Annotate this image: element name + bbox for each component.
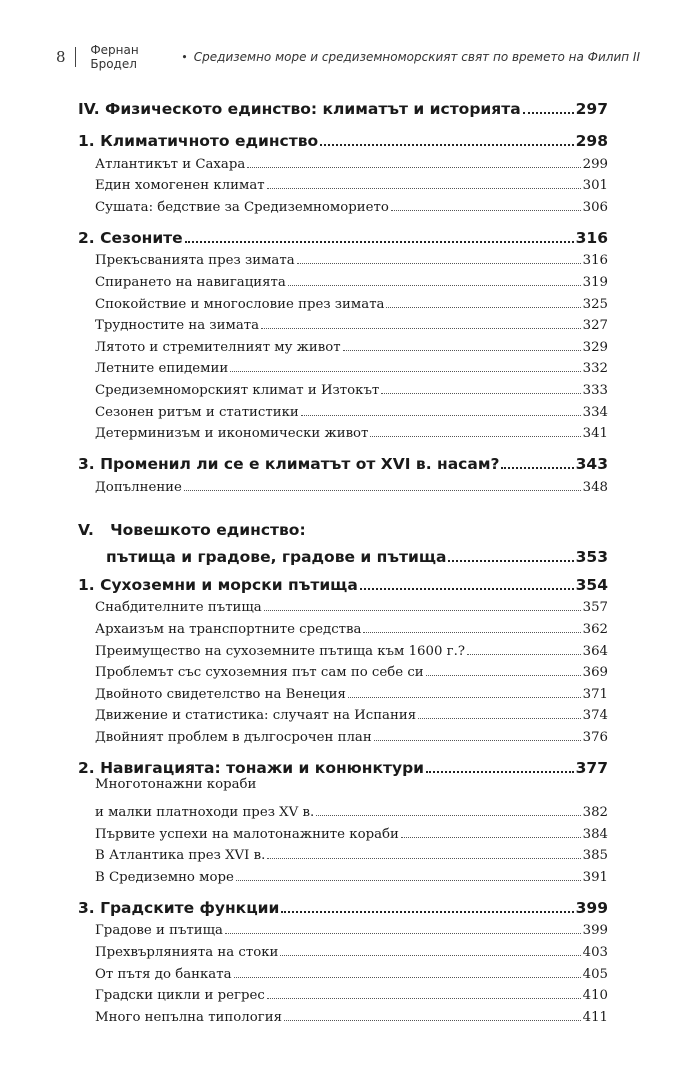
dot-leader	[234, 977, 581, 978]
toc-item[interactable]	[78, 723, 608, 745]
page-ref: 399	[582, 923, 608, 939]
page-number: 8	[56, 48, 66, 66]
toc-item[interactable]	[78, 637, 608, 659]
page-ref: 333	[582, 382, 608, 398]
dot-leader	[225, 933, 581, 934]
dot-leader	[185, 241, 574, 243]
dot-leader	[370, 436, 580, 437]
item-title: Атлантикът и Сахара	[95, 156, 246, 172]
item-title: Архаизъм на транспортните средства	[95, 621, 362, 637]
toc-part-iv[interactable]	[78, 95, 608, 118]
toc-item[interactable]	[78, 1003, 608, 1025]
dot-leader	[230, 371, 580, 372]
toc-item[interactable]	[78, 376, 608, 398]
dot-leader	[467, 654, 581, 655]
dot-leader	[267, 998, 581, 999]
toc-item[interactable]	[78, 594, 608, 616]
toc-part-v-line1	[78, 521, 608, 543]
dot-leader	[297, 263, 581, 264]
dot-leader	[316, 815, 580, 816]
toc-section[interactable]	[78, 449, 608, 473]
dot-leader	[280, 955, 580, 956]
toc-section[interactable]	[78, 223, 608, 247]
dot-leader	[281, 911, 573, 913]
dot-leader	[523, 112, 574, 114]
page-ref: 329	[582, 339, 608, 355]
dot-leader	[426, 771, 574, 773]
page-ref: 332	[582, 361, 608, 377]
toc-item[interactable]	[78, 268, 608, 290]
dot-leader	[374, 740, 581, 741]
toc-section[interactable]	[78, 753, 608, 777]
page-ref: 301	[582, 178, 608, 194]
section-title: 2. Навигацията: тонажи и конюнктури	[78, 758, 425, 777]
page-ref: 316	[575, 228, 608, 247]
part-title: IV. Физическото единство: климатът и историята	[78, 100, 521, 118]
toc-item[interactable]	[78, 659, 608, 681]
toc-item[interactable]	[78, 398, 608, 420]
item-title: Летните епидемии	[95, 361, 229, 377]
dot-leader	[360, 588, 574, 590]
page-ref: 319	[582, 274, 608, 290]
item-title: Прекъсванията през зимата	[95, 253, 295, 269]
item-title: Движение и статистика: случаят на Испания	[95, 708, 417, 724]
dot-leader	[284, 1020, 581, 1021]
toc-item[interactable]	[78, 150, 608, 172]
dot-leader	[448, 560, 573, 562]
item-title: Градове и пътища	[95, 923, 223, 939]
running-header	[56, 43, 640, 71]
toc-section[interactable]	[78, 126, 608, 150]
dot-leader	[418, 718, 581, 719]
item-title: Трудностите на зимата	[95, 318, 260, 334]
toc-item[interactable]	[78, 615, 608, 637]
item-title: В Средиземно море	[95, 869, 234, 885]
item-title: Детерминизъм и икономически живот	[95, 426, 369, 442]
item-title: Спокойствие и многословие през зимата	[95, 296, 385, 312]
page-ref: 377	[575, 758, 608, 777]
header-author: Фернан Бродел	[90, 43, 139, 71]
part-title: V. Човешкото единство:	[78, 520, 306, 539]
page-ref: 357	[582, 600, 608, 616]
toc-item[interactable]	[78, 702, 608, 724]
page-ref: 385	[582, 848, 608, 864]
section-title: 1. Сухоземни и морски пътища	[78, 575, 358, 594]
toc-item[interactable]	[78, 172, 608, 194]
page-ref: 374	[582, 708, 608, 724]
page-ref: 405	[582, 966, 608, 982]
dot-leader	[247, 167, 580, 168]
page-ref: 299	[582, 156, 608, 172]
item-title: Много непълна типология	[95, 1009, 282, 1025]
dot-leader	[261, 328, 581, 329]
dot-leader	[264, 610, 581, 611]
item-title: От пътя до банката	[95, 966, 232, 982]
toc-item[interactable]	[78, 820, 608, 842]
section-title: 3. Градските функции	[78, 898, 280, 917]
page-ref: 348	[582, 479, 608, 495]
item-title: Двойното свидетелство на Венеция	[95, 686, 346, 702]
toc-item[interactable]	[78, 247, 608, 269]
page-ref: 384	[582, 826, 608, 842]
part-title-continued: пътища и градове, градове и пътища	[106, 547, 447, 566]
toc-item[interactable]	[78, 863, 608, 885]
dot-leader	[426, 675, 581, 676]
page-ref: 341	[582, 426, 608, 442]
toc-item[interactable]	[78, 290, 608, 312]
header-divider	[75, 47, 76, 67]
item-title: и малки платноходи през XV в.	[95, 805, 315, 821]
dot-leader	[267, 858, 580, 859]
toc-item[interactable]	[78, 420, 608, 442]
dot-leader	[391, 210, 581, 211]
item-title: Двойният проблем в дългосрочен план	[95, 729, 372, 745]
toc-item[interactable]	[78, 938, 608, 960]
header-book-title: Средиземно море и средиземноморският свят по времето на Филип II	[193, 50, 640, 64]
dot-leader	[501, 467, 573, 469]
item-title: Преимущество на сухоземните пътища към 1600 г.?	[95, 643, 465, 659]
toc-item[interactable]	[78, 842, 608, 864]
dot-leader	[184, 490, 581, 491]
page-ref: 382	[582, 805, 608, 821]
toc-item[interactable]	[78, 982, 608, 1004]
toc-part-v[interactable]	[78, 543, 608, 566]
section-title: 2. Сезоните	[78, 228, 183, 247]
toc-item[interactable]	[78, 333, 608, 355]
toc-section[interactable]	[78, 893, 608, 917]
toc-item-line1	[78, 777, 608, 799]
item-title: Един хомогенен климат	[95, 178, 265, 194]
dot-leader	[288, 285, 581, 286]
dot-leader	[386, 307, 580, 308]
page-ref: 354	[575, 575, 608, 594]
section-title: 3. Променил ли се е климатът от XVI в. насам?	[78, 455, 500, 474]
page-ref: 298	[575, 132, 608, 150]
item-title: Проблемът със сухоземния път сам по себе си	[95, 665, 424, 681]
item-title: Снабдителните пътища	[95, 600, 262, 616]
item-title: Сезонен ритъм и статистики	[95, 404, 299, 420]
page-ref: 399	[575, 898, 608, 917]
item-title: Спирането на навигацията	[95, 274, 286, 290]
toc-item[interactable]	[78, 680, 608, 702]
page-ref: 316	[582, 253, 608, 269]
item-title: Градски цикли и регрес	[95, 988, 265, 1004]
dot-leader	[267, 188, 581, 189]
toc-item[interactable]	[78, 355, 608, 377]
page-ref: 325	[582, 296, 608, 312]
page-ref: 411	[582, 1009, 608, 1025]
page-ref: 306	[582, 199, 608, 215]
page-ref: 391	[582, 869, 608, 885]
toc-item[interactable]	[78, 917, 608, 939]
item-title: Средиземноморският климат и Изтокът	[95, 382, 380, 398]
dot-leader	[236, 880, 581, 881]
item-title: Многотонажни кораби	[95, 776, 257, 792]
header-bullet: •	[181, 50, 188, 64]
toc-section[interactable]	[78, 570, 608, 594]
item-title: Лятото и стремителният му живот	[95, 339, 341, 355]
page-ref: 369	[582, 665, 608, 681]
item-title: Допълнение	[95, 479, 182, 495]
item-title: Прехвърлянията на стоки	[95, 945, 279, 961]
dot-leader	[401, 837, 581, 838]
page-ref: 364	[582, 643, 608, 659]
toc-item[interactable]	[78, 312, 608, 334]
dot-leader	[343, 350, 581, 351]
page-ref: 327	[582, 318, 608, 334]
page-ref: 297	[575, 100, 608, 118]
page-ref: 353	[575, 547, 608, 566]
page-ref: 334	[582, 404, 608, 420]
item-title: Сушата: бедствие за Средиземноморието	[95, 199, 389, 215]
toc-item[interactable]	[78, 960, 608, 982]
page-ref: 410	[582, 988, 608, 1004]
item-title: В Атлантика през XVI в.	[95, 848, 266, 864]
page-ref: 371	[582, 686, 608, 702]
section-title: 1. Климатичното единство	[78, 132, 319, 150]
dot-leader	[363, 632, 580, 633]
page-ref: 343	[575, 455, 608, 474]
toc-item[interactable]	[78, 798, 608, 820]
dot-leader	[320, 144, 573, 146]
toc-item[interactable]	[78, 193, 608, 215]
dot-leader	[348, 697, 581, 698]
page-ref: 403	[582, 945, 608, 961]
toc-item[interactable]	[78, 473, 608, 495]
page-ref: 362	[582, 621, 608, 637]
page-ref: 376	[582, 729, 608, 745]
dot-leader	[301, 415, 581, 416]
dot-leader	[381, 393, 580, 394]
item-title: Първите успехи на малотонажните кораби	[95, 826, 399, 842]
table-of-contents	[78, 95, 608, 1025]
